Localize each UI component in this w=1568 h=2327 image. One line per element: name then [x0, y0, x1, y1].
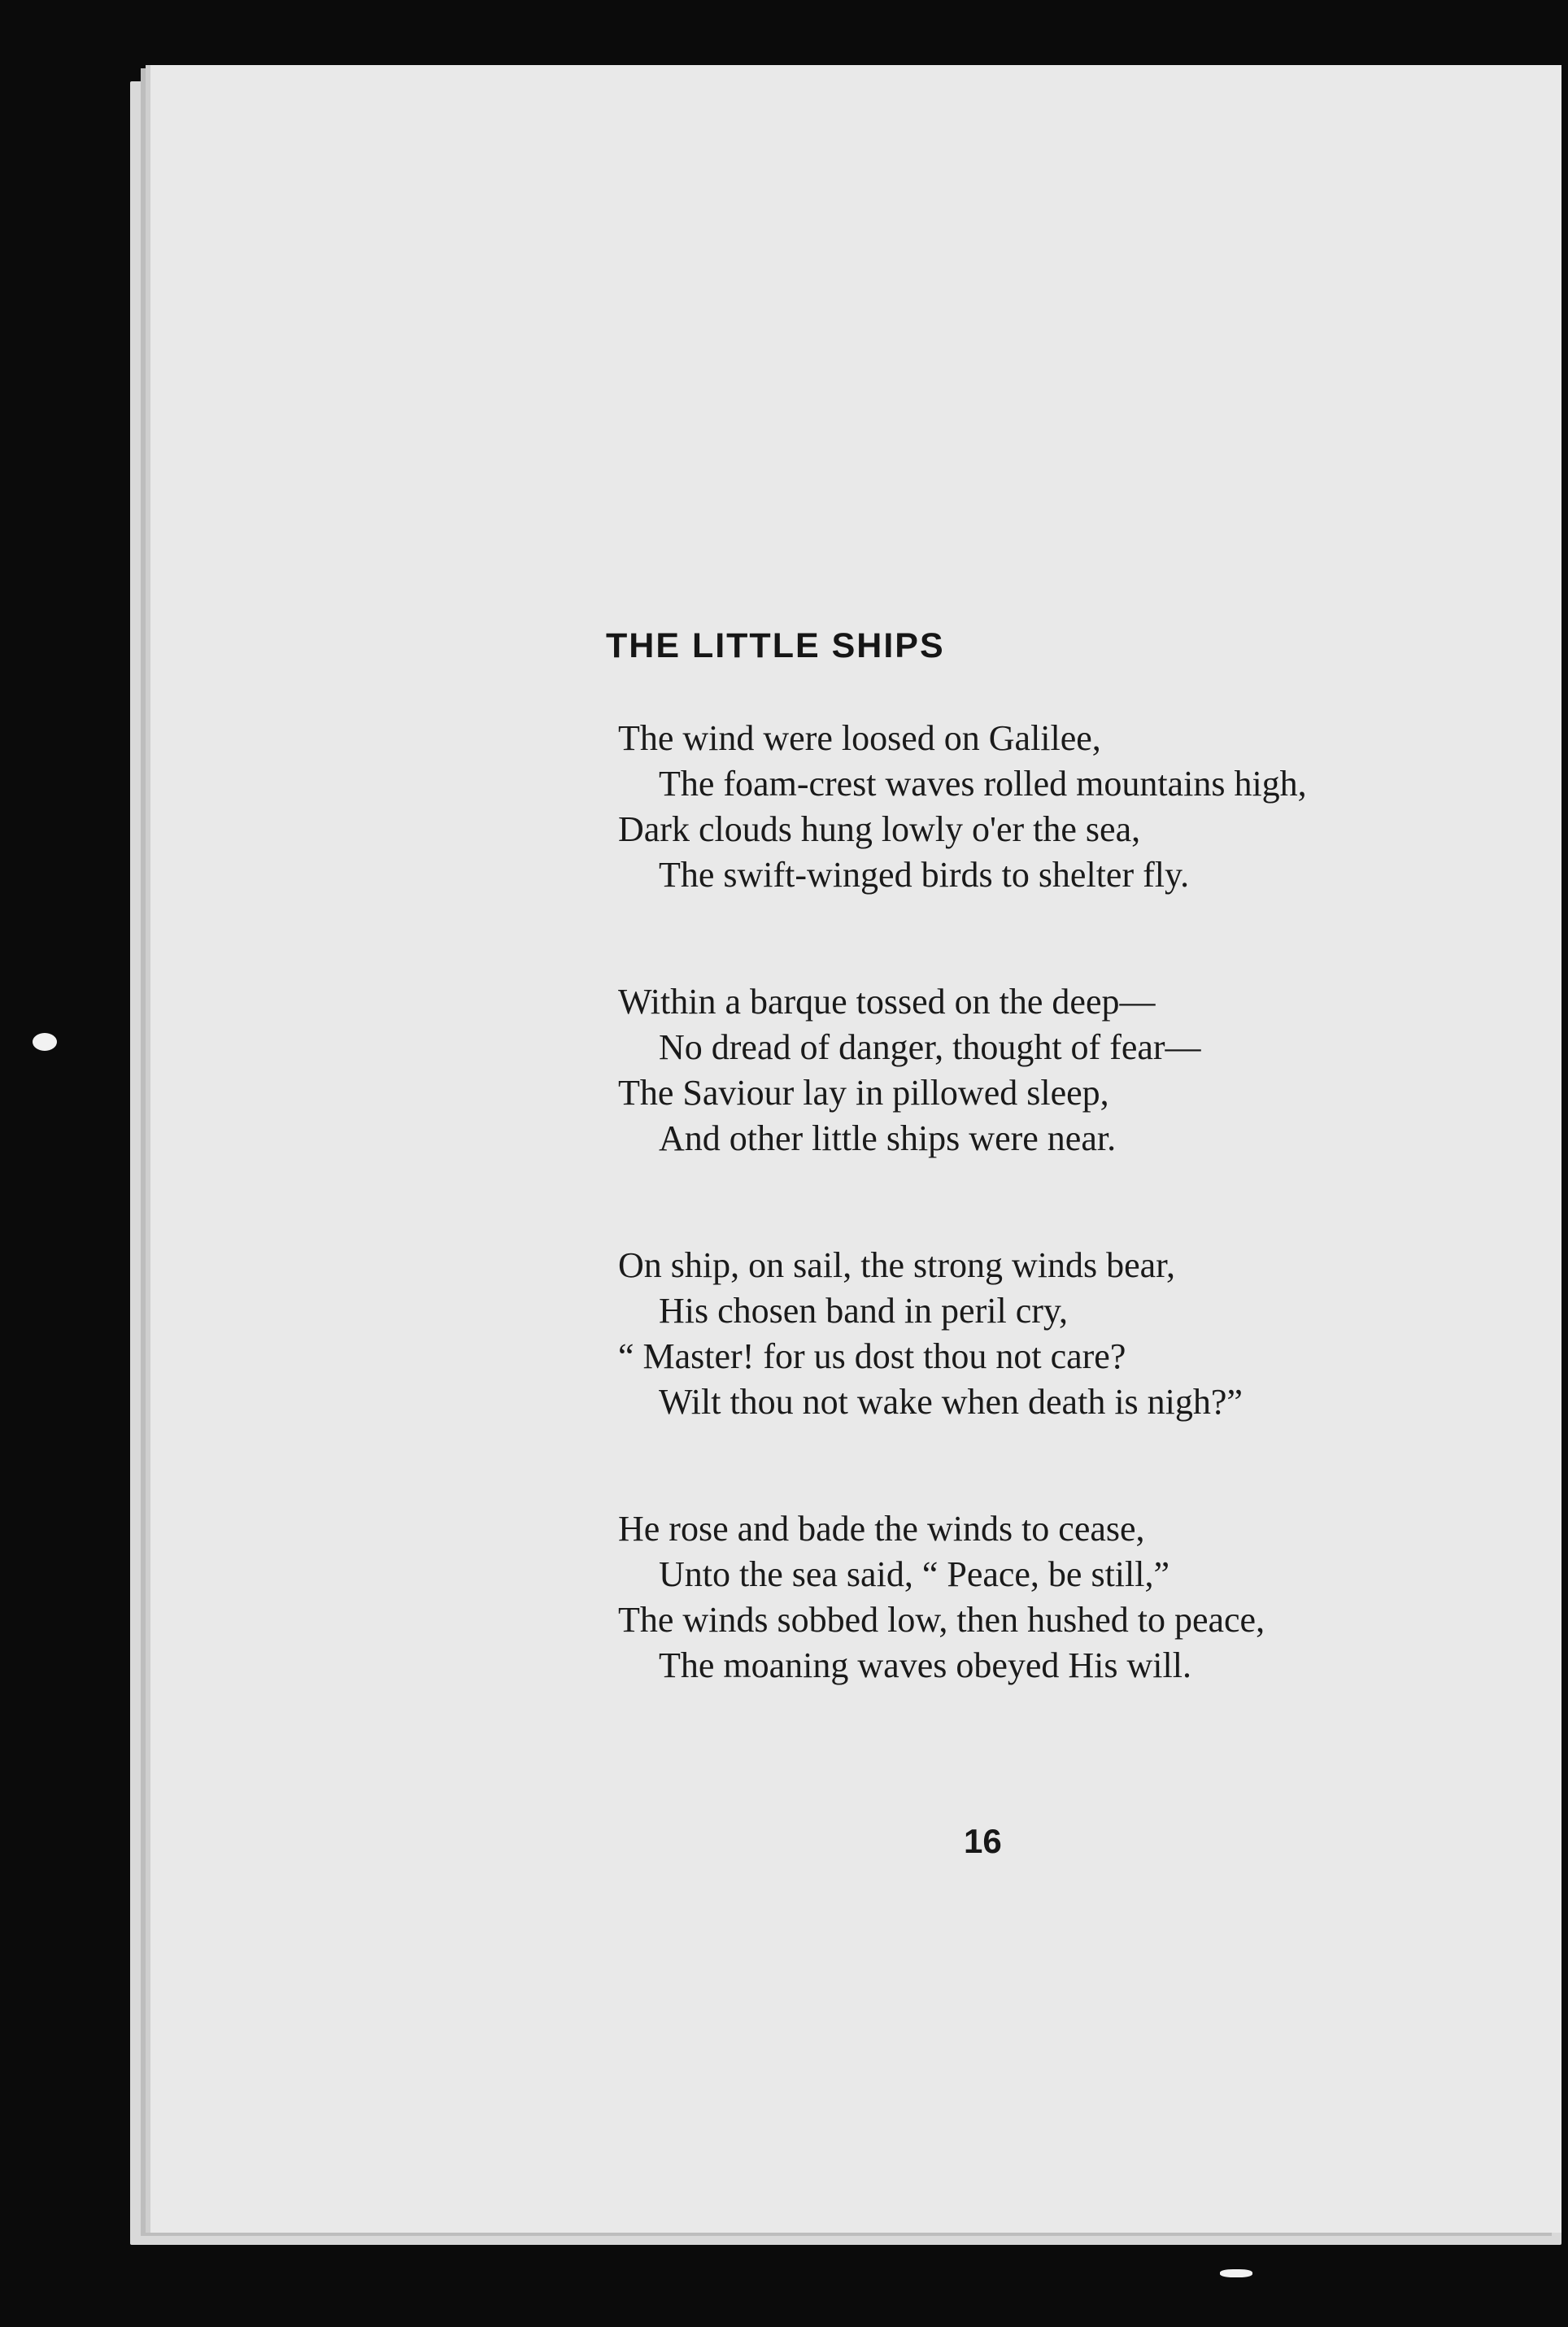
poem-line: His chosen band in peril cry, — [659, 1291, 1069, 1331]
poem-line: The Saviour lay in pillowed sleep, — [618, 1073, 1109, 1113]
poem-title: THE LITTLE SHIPS — [606, 626, 945, 665]
poem-line: He rose and bade the winds to cease, — [618, 1509, 1145, 1549]
poem-line: “ Master! for us dost thou not care? — [618, 1336, 1126, 1376]
poem-line: On ship, on sail, the strong winds bear, — [618, 1245, 1176, 1285]
page-number: 16 — [964, 1822, 1002, 1860]
poem-line: The moaning waves obeyed His will. — [659, 1645, 1191, 1685]
stanza-1 — [618, 716, 1568, 898]
stanza-2 — [618, 979, 1568, 1161]
poem-line: And other little ships were near. — [659, 1118, 1117, 1158]
scan-speck — [33, 1033, 57, 1051]
poem-line: The wind were loosed on Galilee, — [618, 718, 1101, 758]
poem-line: The foam-crest waves rolled mountains high, — [659, 764, 1307, 804]
poem-line: Dark clouds hung lowly o'er the sea, — [618, 809, 1141, 849]
poem-line: The winds sobbed low, then hushed to peace, — [618, 1600, 1265, 1640]
book-page — [150, 65, 1561, 2233]
poem-line: No dread of danger, thought of fear— — [659, 1027, 1201, 1067]
stanza-4 — [618, 1506, 1568, 1689]
poem-body — [618, 716, 1568, 1770]
scan-speck — [1220, 2269, 1252, 2277]
poem-line: The swift-winged birds to shelter fly. — [659, 855, 1190, 895]
poem-line: Wilt thou not wake when death is nigh?” — [659, 1382, 1243, 1422]
stanza-3 — [618, 1243, 1568, 1425]
poem-line: Within a barque tossed on the deep— — [618, 982, 1156, 1022]
poem-line: Unto the sea said, “ Peace, be still,” — [659, 1554, 1170, 1594]
